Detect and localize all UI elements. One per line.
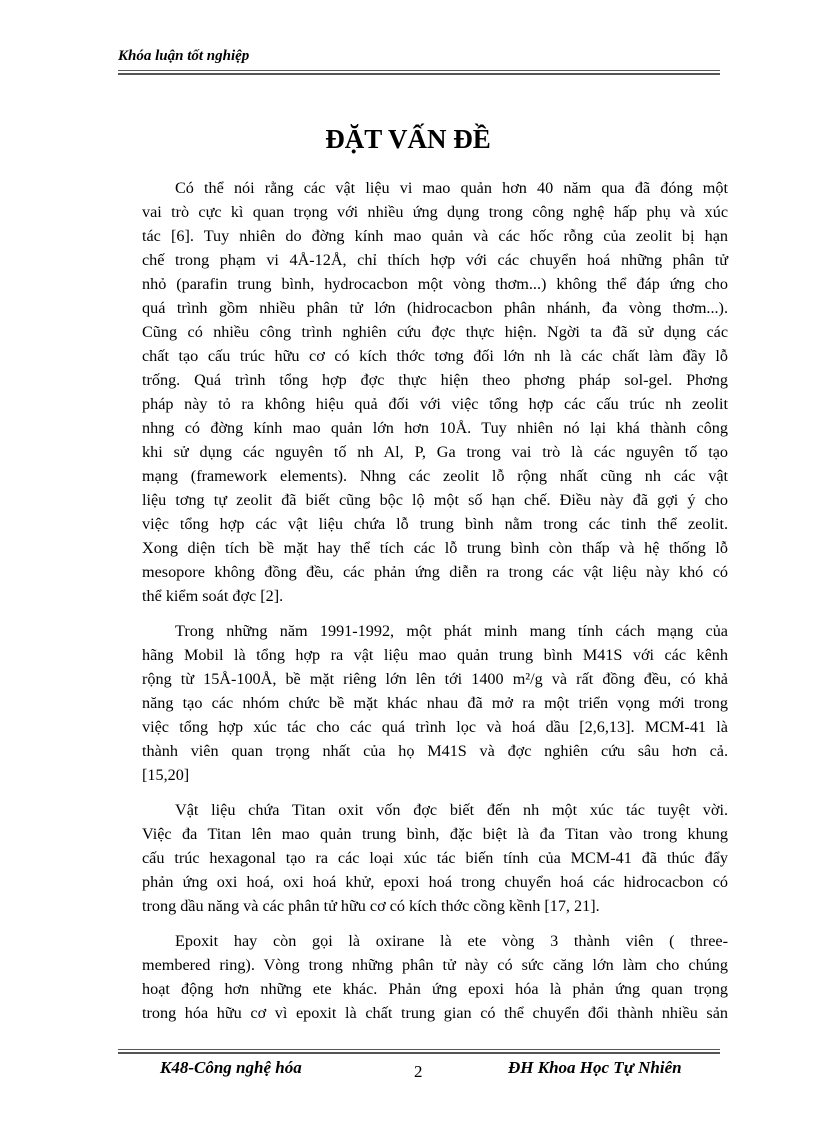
text-line: Việc đa Titan lên mao quản trung bình, đặc biệt là đa Titan vào trong khung [142, 825, 728, 843]
paragraph [142, 176, 728, 608]
text-line: nhỏ (parafin trung bình, hydrocacbon một vòng thơm...) không thể đáp ứng cho [142, 275, 728, 293]
text-line: chế trong phạm vi 4Å-12Å, chỉ thích hợp với các chuyển hoá những phân tử [142, 251, 728, 269]
footer-right: ĐH Khoa Học Tự Nhiên [508, 1058, 682, 1077]
text-line: thể kiểm soát đợc [2]. [142, 587, 284, 605]
text-line: trống. Quá trình tổng hợp đợc thực hiện theo phơng pháp sol-gel. Phơng [142, 371, 728, 389]
paragraph [142, 798, 728, 918]
text-line: Có thể nói rằng các vật liệu vi mao quản hơn 40 năm qua đã đóng một [175, 179, 728, 197]
text-line: Vật liệu chứa Titan oxit vốn đợc biết đến nh một xúc tác tuyệt vời. [175, 801, 728, 819]
text-line: chất tạo cấu trúc hữu cơ có kích thớc tơng đối lớn nh là các chất làm đầy lỗ [142, 347, 728, 365]
text-line: mạng (framework elements). Nhng các zeolit lỗ rộng nhất cũng nh các vật [142, 467, 728, 485]
text-line: nhng có đờng kính mao quản lớn hơn 10Å. Tuy nhiên nó lại khá thành công [142, 419, 728, 437]
page-number: 2 [414, 1062, 423, 1081]
text-line: Xong diện tích bề mặt hay thể tích các lỗ trung bình còn thấp và hệ thống lỗ [142, 539, 728, 557]
footer-divider [118, 1049, 720, 1054]
text-line: năng tạo các nhóm chức bề mặt khác nhau đã mở ra một triển vọng mới trong [142, 694, 728, 712]
footer-left: K48-Công nghệ hóa [160, 1058, 302, 1077]
text-line: Cũng có nhiều công trình nghiên cứu đợc thực hiện. Ngời ta đã sử dụng các [142, 323, 728, 341]
text-line: Trong những năm 1991-1992, một phát minh mang tính cách mạng của [175, 622, 728, 640]
running-header: Khóa luận tốt nghiệp [118, 48, 250, 64]
text-line: mesopore không đồng đều, các phản ứng diễn ra trong các vật liệu này khó có [142, 563, 728, 581]
text-line: khi sử dụng các nguyên tố nh Al, P, Ga trong vai trò là các nguyên tố tạo [142, 443, 728, 461]
text-line: vai trò cực kì quan trọng với nhiều ứng dụng trong công nghệ hấp phụ và xúc [142, 203, 728, 221]
text-line: liệu tơng tự zeolit đã biết cũng bộc lộ một số hạn chế. Điều này đã gợi ý cho [142, 491, 728, 509]
text-line: trong dầu năng và các phân tử hữu cơ có kích thớc cồng kềnh [17, 21]. [142, 897, 600, 915]
text-line: quá trình gồm nhiều phân tử lớn (hidrocacbon phân nhánh, đa vòng thơm...). [142, 299, 728, 317]
text-line: hoạt động hơn những ete khác. Phản ứng epoxi hóa là phản ứng quan trọng [142, 980, 728, 998]
text-line: pháp này tỏ ra không hiệu quả đối với việc tổng hợp các cấu trúc nh zeolit [142, 395, 728, 413]
text-line: rộng từ 15Å-100Å, bề mặt riêng lớn lên tới 1400 m²/g và rất đồng đều, có khả [142, 670, 728, 688]
text-line: hãng Mobil là tổng hợp ra vật liệu mao quản trung bình M41S với các kênh [142, 646, 728, 664]
text-line: [15,20] [142, 766, 190, 784]
document-body [142, 176, 728, 1025]
text-line: việc tổng hợp các vật liệu chứa lỗ trung bình nằm trong các tinh thể zeolit. [142, 515, 728, 533]
text-line: phản ứng oxi hoá, oxi hoá khử, epoxi hoá trong chuyển hoá các hidrocacbon có [142, 873, 728, 891]
text-line: việc tổng hợp xúc tác cho các quá trình lọc và hoá dầu [2,6,13]. MCM-41 là [142, 718, 728, 736]
paragraph [142, 929, 728, 1025]
header-divider [118, 70, 720, 75]
text-line: tác [6]. Tuy nhiên do đờng kính mao quản và các hốc rỗng của zeolit bị hạn [142, 227, 728, 245]
text-line: cấu trúc hexagonal tạo ra các loại xúc tác biến tính của MCM-41 đã thúc đẩy [142, 849, 728, 867]
page-title: ĐẶT VẤN ĐỀ [325, 124, 491, 154]
text-line: trong hóa hữu cơ vì epoxit là chất trung gian có thể chuyển đổi thành nhiều sản [142, 1004, 728, 1022]
text-line: thành viên quan trọng nhất của họ M41S và đợc nghiên cứu sâu hơn cả. [142, 742, 728, 760]
paragraph [142, 619, 728, 787]
text-line: Epoxit hay còn gọi là oxirane là ete vòng 3 thành viên ( three- [175, 932, 728, 950]
text-line: membered ring). Vòng trong những phân tử này có sức căng lớn làm cho chúng [142, 956, 728, 974]
